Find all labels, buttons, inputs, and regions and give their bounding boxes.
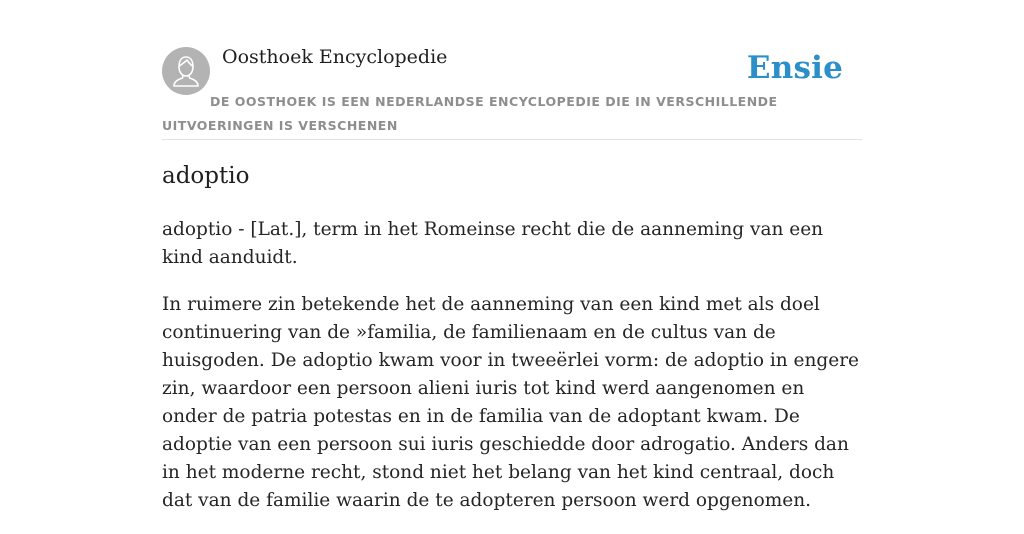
article-title: adoptio: [162, 163, 250, 189]
site-name[interactable]: Oosthoek Encyclopedie: [222, 46, 448, 68]
site-description: DE OOSTHOEK IS EEN NEDERLANDSE ENCYCLOPEDIE DIE IN VERSCHILLENDE UITVOERINGEN IS VERSCHENEN: [162, 94, 778, 133]
article-paragraph: In ruimere zin betekende het de aanneming van een kind met als doel continuering van de »familia, de familienaam en de cultus van de huisgoden. De adoptio kwam voor in tweeërlei vorm: de adoptio in engere zin, waardoor een persoon alieni iuris tot kind werd aangenomen en onder de patria potestas en in de familia van de adoptant kwam. De adoptie van een persoon sui iuris geschiedde door adrogatio. Anders dan in het moderne recht, stond niet het belang van het kind centraal, doch dat van de familie waarin de te adopteren persoon werd opgenomen.: [162, 294, 859, 511]
brand-logo[interactable]: Ensie: [746, 50, 843, 86]
article-paragraph: adoptio - [Lat.], term in het Romeinse recht die de aanneming van een kind aanduidt.: [162, 219, 824, 268]
site-header: [162, 0, 862, 140]
page-container: [162, 0, 862, 511]
user-silhouette-icon: [162, 47, 210, 95]
avatar[interactable]: [162, 47, 210, 95]
article-body: [162, 216, 862, 534]
